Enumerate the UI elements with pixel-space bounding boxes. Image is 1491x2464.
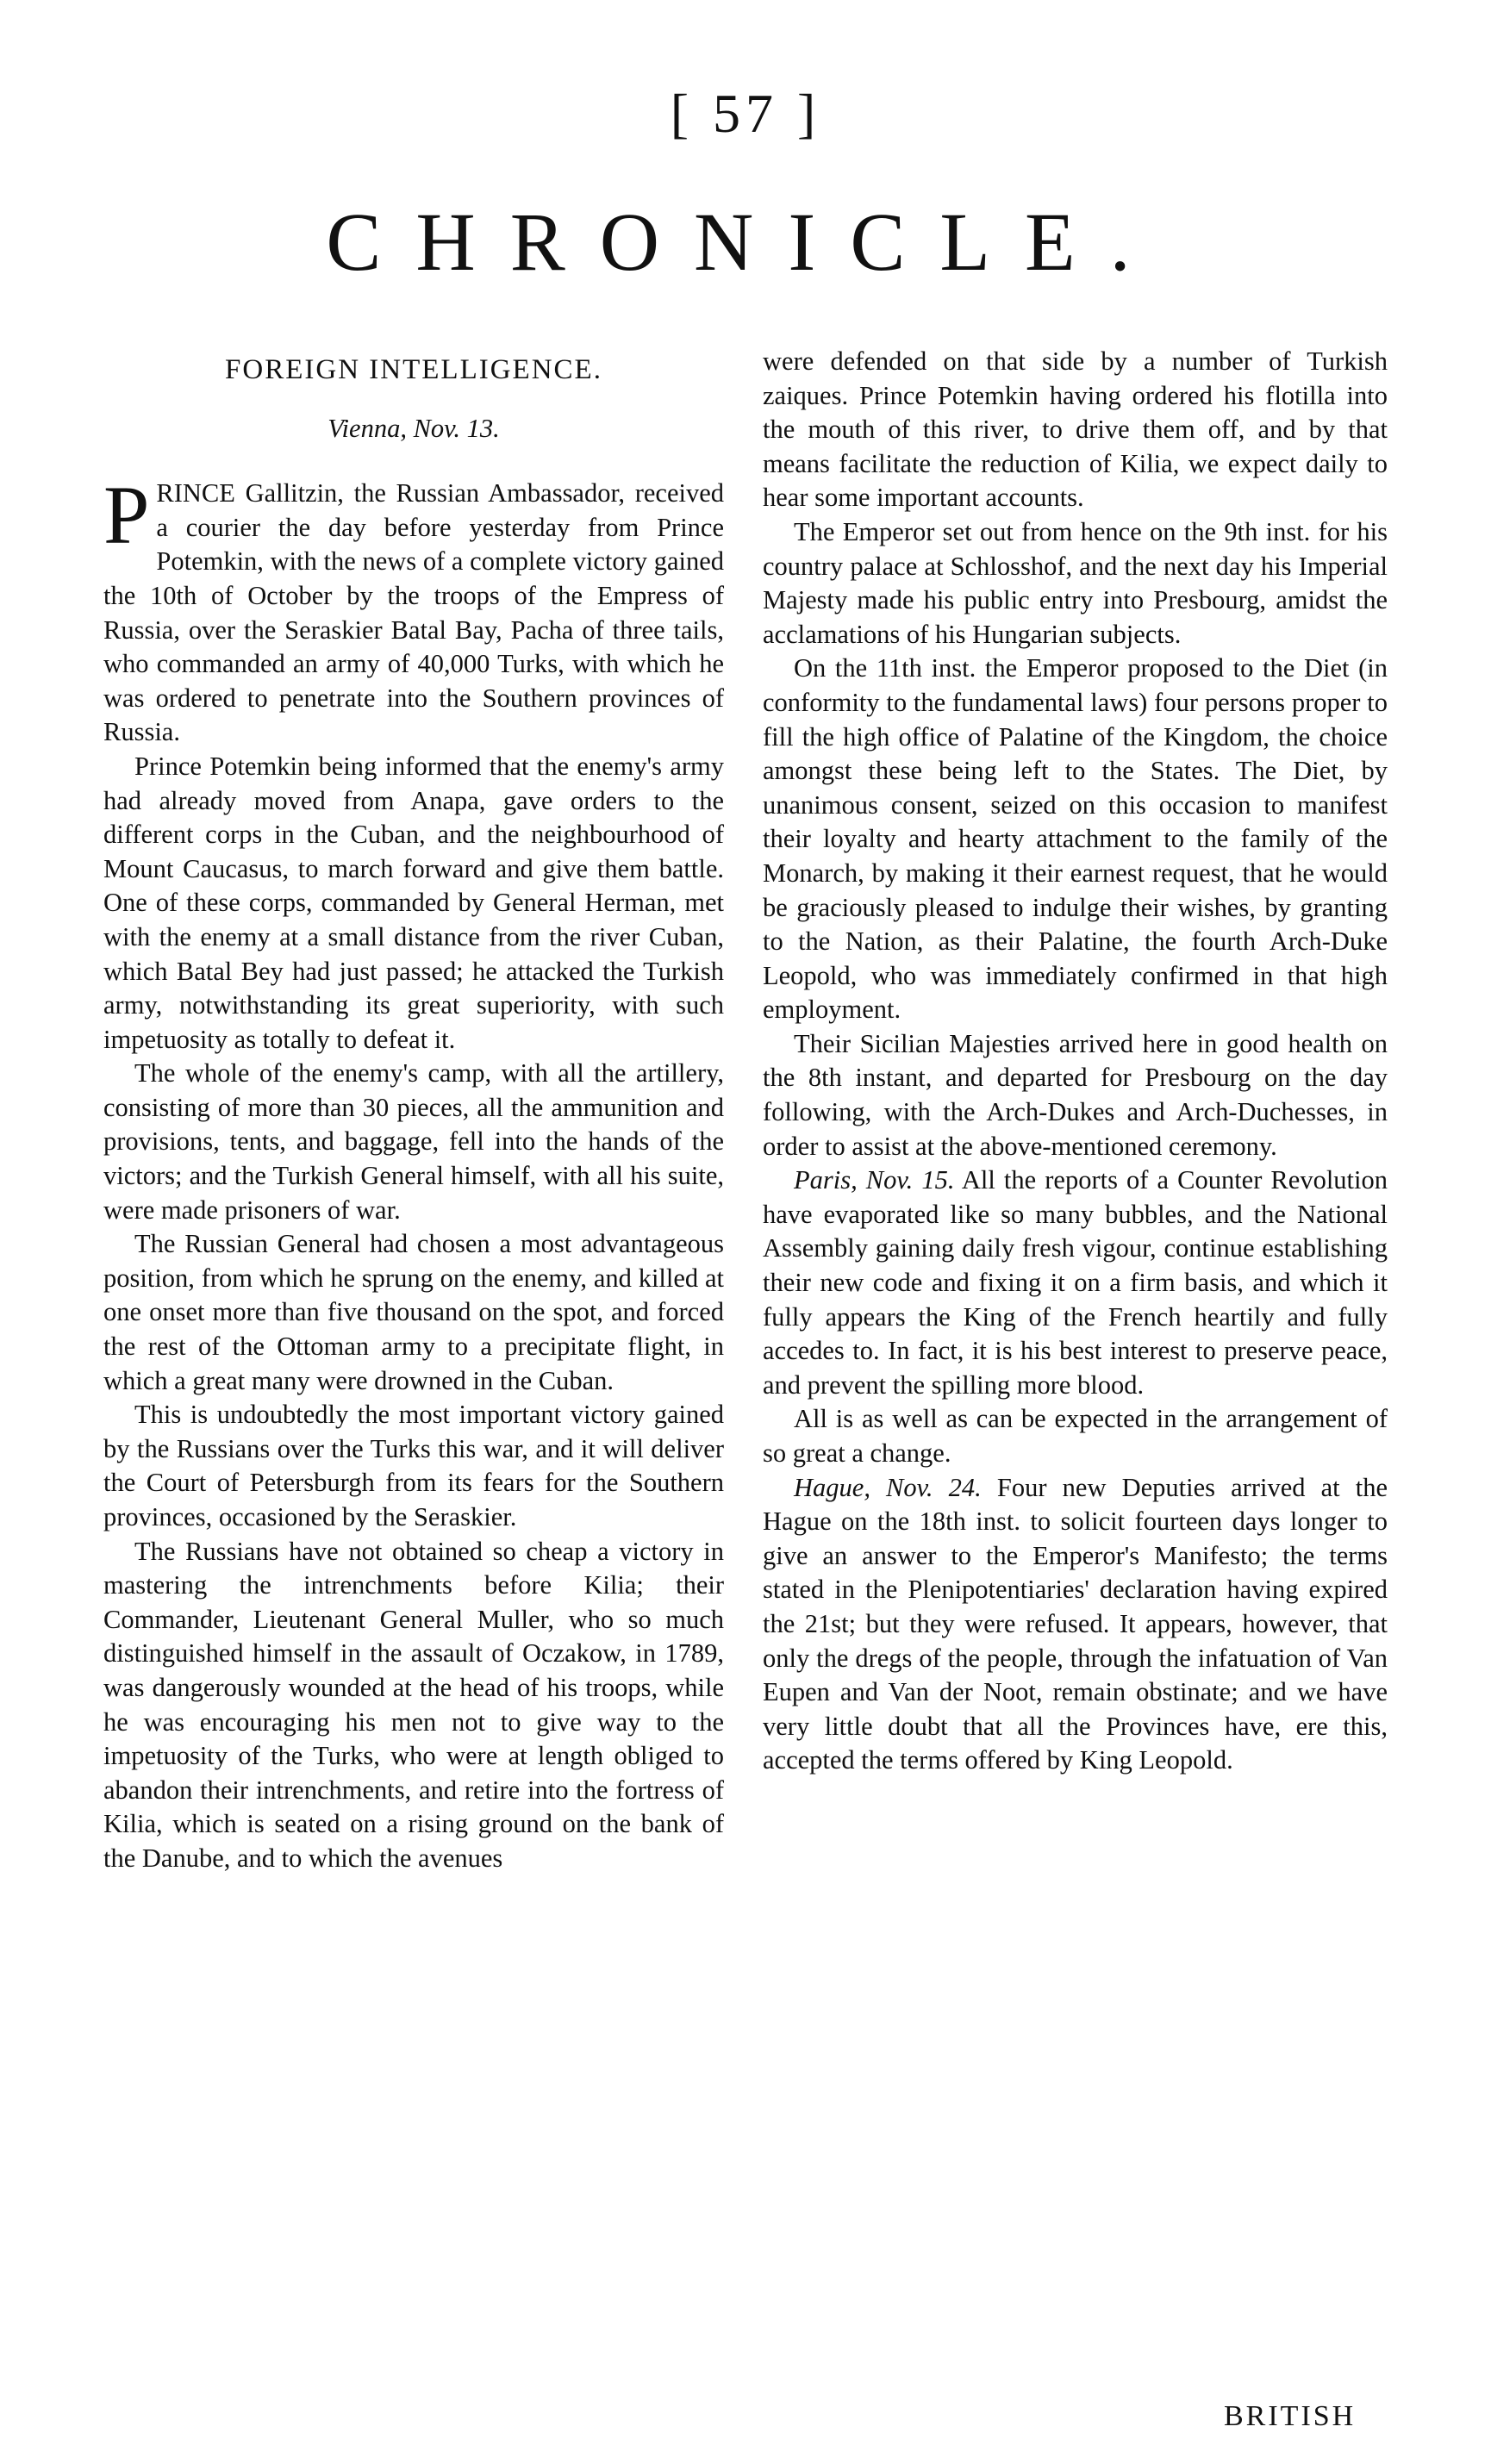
article-paragraph: This is undoubtedly the most important victory gained by the Russians over the Turks this war, and it will deliver the Court of Petersburgh from its fears for the Southern provinces, occasioned by the Seraskier. [103,1400,724,1531]
article-paragraph [763,1471,1388,1778]
page-number: [ 57 ] [670,83,821,144]
article-paragraph: The Russians have not obtained so cheap a victory in mastering the intrenchments before Kilia; their Commander, Lieutenant General Muller, who so much distinguished himself in the assault of Oczakow, in 1789, was dangerously wounded at the head of his troops, while he was encouraging his men not to give way to the impetuosity of the Turks, who were at length obliged to abandon their intrenchments, and retire into the fortress of Kilia, which is seated on a rising ground on the bank of the Danube, and to which the avenues [103,1536,724,1873]
article-paragraph: The whole of the enemy's camp, with all the artillery, consisting of more than 30 pieces, all the ammunition and provisions, tents, and baggage, fell into the hands of the victors; and the Turkish General himself, with all his suite, were made prisoners of war. [103,1058,724,1225]
article-paragraph [103,469,724,750]
article-paragraph: On the 11th inst. the Emperor proposed to the Diet (in conformity to the fundamental laws) four persons proper to fill the high office of Palatine of the Kingdom, the choice amongst these being left to the States. The Diet, by unanimous consent, seized on this occasion to manifest their loyalty and hearty attachment to the family of the Monarch, by making it their earnest request, that he would be graciously pleased to indulge their wishes, by granting to the Nation, as their Palatine, the fourth Arch-Duke Leopold, who was immediately confirmed in that high employment. [763,653,1388,1025]
catchword: BRITISH [1224,2400,1357,2432]
section-heading: FOREIGN INTELLIGENCE. [225,354,602,385]
chronicle-title: CHRONICLE. [326,196,1165,288]
article-paragraph: The Russian General had chosen a most advantageous position, from which he sprung on the enemy, and killed at one onset more than five thousand on the spot, and forced the rest of the Ottoman army to a precipitate flight, in which a great many were drowned in the Cuban. [103,1229,724,1395]
dateline-vienna: Vienna, Nov. 13. [328,413,500,443]
right-column [763,345,1388,1778]
article-paragraph: Their Sicilian Majesties arrived here in good health on the 8th instant, and departed for Presbourg on the day following, with the Arch-Dukes and Arch-Duchesses, in order to assist at the above-mentioned ceremony. [763,1028,1388,1161]
dateline-hague: Hague, Nov. 24. [794,1472,982,1502]
dateline-paris: Paris, Nov. 15. [794,1165,955,1195]
article-paragraph: were defended on that side by a number of Turkish zaiques. Prince Potemkin having ordered his flotilla into the mouth of this river, to drive them off, and by that means facilitate the reduction of Kilia, we expect daily to hear some important accounts. [763,346,1388,513]
article-paragraph [763,1163,1388,1402]
drop-cap: P [103,469,150,562]
paragraph-text: Four new Deputies arrived at the Hague on the 18th inst. to solicit fourteen days longer to give an answer to the Emperor's Manifesto; the terms stated in the Plenipotentiaries' declaration having expired the 21st; but they were refused. It appears, however, that only the dregs of the people, through the infatuation of Van Eupen and Van der Noot, remain obstinate; and we have very little doubt that all the Provinces have, ere this, accepted the terms offered by King Leopold. [763,1472,1388,1775]
article-paragraph: All is as well as can be expected in the arrangement of so great a change. [763,1404,1388,1468]
article-paragraph: The Emperor set out from hence on the 9th inst. for his country palace at Schlosshof, and the next day his Imperial Majesty made his public entry into Presbourg, amidst the acclamations of his Hungarian subjects. [763,516,1388,649]
article-paragraph: Prince Potemkin being informed that the enemy's army had already moved from Anapa, gave orders to the different corps in the Cuban, and the neighbourhood of Mount Caucasus, to march forward and give them battle. One of these corps, commanded by General Herman, met with the enemy at a small distance from the river Cuban, which Batal Bey had just passed; he attacked the Turkish army, notwithstanding its great superiority, with such impetuosity as totally to defeat it. [103,751,724,1054]
paragraph-text: All the reports of a Counter Revolution have evaporated like so many bubbles, and the National Assembly gaining daily fresh vigour, continue establishing their new code and fixing it on a firm basis, and which it fully appears the King of the French heartily and fully accedes to. In fact, it is his best interest to preserve peace, and prevent the spilling more blood. [763,1165,1388,1400]
paragraph-text: RINCE Gallitzin, the Russian Ambassador, received a courier the day before yesterday from Prince Potemkin, with the news of a complete victory gained the 10th of October by the troops of the Empress of Russia, over the Seraskier Batal Bay, Pacha of three tails, who commanded an army of 40,000 Turks, with which he was ordered to penetrate into the Southern provinces of Russia. [103,478,724,747]
left-column [103,345,724,1876]
